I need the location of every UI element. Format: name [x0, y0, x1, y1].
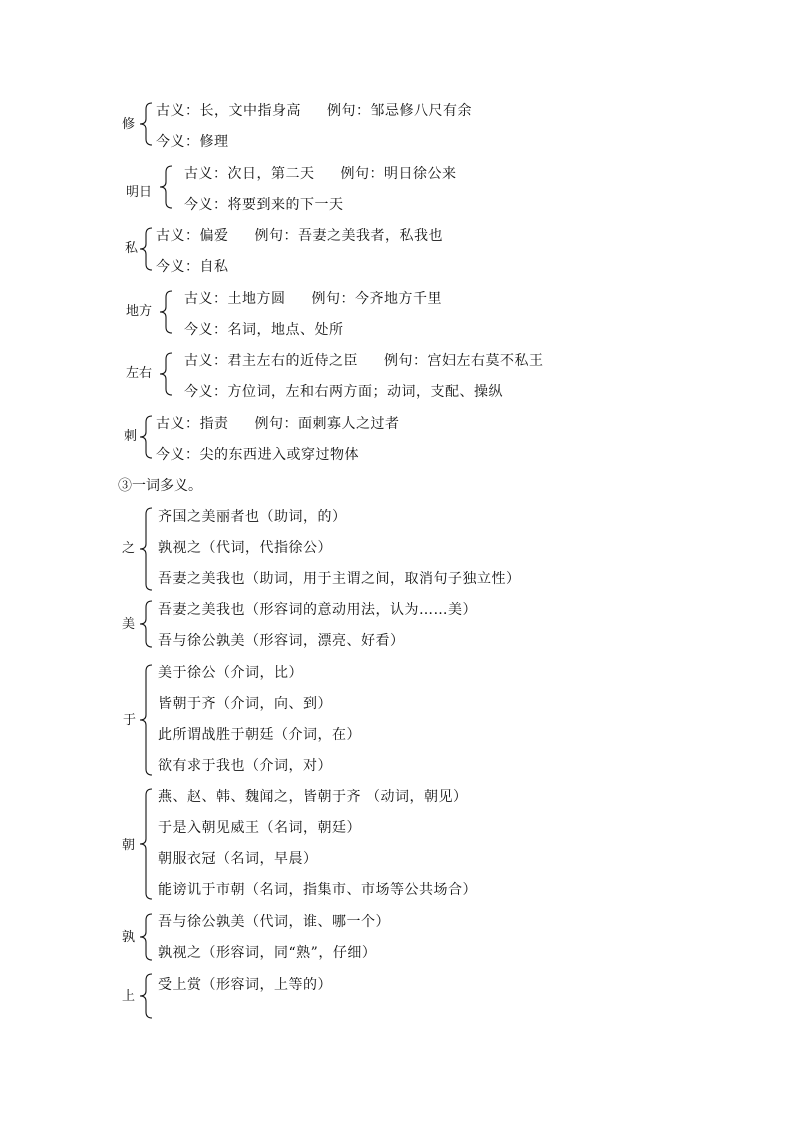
- brace-icon: [138, 226, 154, 272]
- old-meaning: 次日，第二天: [227, 166, 315, 182]
- brace-icon: [158, 351, 174, 397]
- meaning-item: 皆朝于齐（介词，向、到）: [158, 696, 332, 712]
- entry-head-word: 朝: [122, 838, 136, 853]
- modern-meaning: 将要到来的下一天: [227, 197, 344, 213]
- example-sentence: 今齐地方千里: [355, 291, 442, 307]
- old-meaning: 长，文中指身高: [199, 103, 301, 119]
- meaning-item: 吾妻之美我也（形容词的意动用法，认为……美）: [158, 602, 477, 618]
- meaning-item: 能谤讥于市朝（名词，指集市、市场等公共场合）: [158, 882, 477, 898]
- entry-head-word: 修: [122, 117, 136, 132]
- brace-icon: [138, 912, 154, 962]
- modern-meaning-line: 今义：修理: [156, 134, 229, 150]
- brace-icon: [138, 414, 154, 460]
- entry-head-word: 上: [122, 989, 136, 1004]
- meaning-item: 此所谓战胜于朝廷（介词，在）: [158, 727, 361, 743]
- brace-icon: [138, 506, 154, 592]
- old-meaning: 土地方圆: [227, 291, 286, 307]
- entry-head-word: 刺: [124, 429, 138, 444]
- modern-meaning-line: 今义：名词，地点、处所: [184, 322, 344, 338]
- meaning-item: 受上赏（形容词，上等的）: [158, 977, 332, 993]
- meaning-item: 齐国之美丽者也（助词，的）: [158, 509, 347, 525]
- entry-head-word: 于: [123, 713, 137, 728]
- old-meaning: 偏爱: [199, 228, 229, 244]
- brace-icon: [138, 972, 154, 1020]
- old-meaning-line: 古义：君主左右的近侍之臣 例句：宫妇左右莫不私王: [184, 353, 544, 369]
- modern-meaning-line: 今义：尖的东西进入或穿过物体: [156, 447, 359, 463]
- meaning-item: 孰视之（代词，代指徐公）: [158, 540, 332, 556]
- old-meaning-line: 古义：偏爱 例句：吾妻之美我者，私我也: [156, 228, 443, 244]
- old-meaning-line: 古义：指责 例句：面刺寡人之过者: [156, 416, 400, 432]
- section-title: ③一词多义。: [118, 478, 202, 494]
- entry-head-word: 之: [122, 541, 136, 556]
- example-sentence: 邹忌修八尺有余: [370, 103, 472, 119]
- entry-head-word: 左右: [126, 366, 153, 381]
- old-meaning: 指责: [199, 416, 229, 432]
- modern-meaning: 名词，地点、处所: [227, 322, 344, 338]
- entry-head-word: 孰: [122, 930, 136, 945]
- old-meaning-line: 古义：长，文中指身高 例句：邹忌修八尺有余: [156, 103, 472, 119]
- modern-meaning: 尖的东西进入或穿过物体: [199, 447, 359, 463]
- brace-icon: [138, 663, 154, 777]
- meaning-item: 吾妻之美我也（助词，用于主谓之间，取消句子独立性）: [158, 571, 521, 587]
- meaning-item: 燕、赵、韩、魏闻之，皆朝于齐 （动词，朝见）: [158, 789, 468, 805]
- old-meaning-line: 古义：次日，第二天 例句：明日徐公来: [184, 166, 457, 182]
- meaning-item: 孰视之（形容词，同“熟”，仔细）: [158, 945, 377, 961]
- old-meaning-line: 古义：土地方圆 例句：今齐地方千里: [184, 291, 442, 307]
- modern-meaning: 方位词，左和右两方面；动词，支配、操纵: [227, 384, 503, 400]
- brace-icon: [138, 101, 154, 147]
- modern-meaning: 自私: [199, 259, 229, 275]
- example-sentence: 面刺寡人之过者: [298, 416, 400, 432]
- meaning-item: 欲有求于我也（介词，对）: [158, 758, 332, 774]
- modern-meaning-line: 今义：自私: [156, 259, 229, 275]
- meaning-item: 吾与徐公孰美（代词，谁、哪一个）: [158, 914, 390, 930]
- example-sentence: 明日徐公来: [384, 166, 457, 182]
- brace-icon: [138, 787, 154, 901]
- example-sentence: 吾妻之美我者，私我也: [298, 228, 443, 244]
- meaning-item: 吾与徐公孰美（形容词，漂亮、好看）: [158, 633, 405, 649]
- entry-head-word: 地方: [126, 304, 153, 319]
- modern-meaning-line: 今义：将要到来的下一天: [184, 197, 344, 213]
- entry-head-word: 美: [122, 617, 136, 632]
- meaning-item: 朝服衣冠（名词，早晨）: [158, 851, 318, 867]
- brace-icon: [138, 599, 154, 649]
- example-sentence: 宫妇左右莫不私王: [427, 353, 544, 369]
- brace-icon: [158, 289, 174, 335]
- entry-head-word: 明日: [126, 185, 153, 200]
- modern-meaning-line: 今义：方位词，左和右两方面；动词，支配、操纵: [184, 384, 503, 400]
- meaning-item: 美于徐公（介词，比）: [158, 665, 303, 681]
- modern-meaning: 修理: [199, 134, 229, 150]
- brace-icon: [158, 164, 174, 210]
- meaning-item: 于是入朝见威王（名词，朝廷）: [158, 820, 361, 836]
- old-meaning: 君主左右的近侍之臣: [227, 353, 358, 369]
- entry-head-word: 私: [125, 241, 139, 256]
